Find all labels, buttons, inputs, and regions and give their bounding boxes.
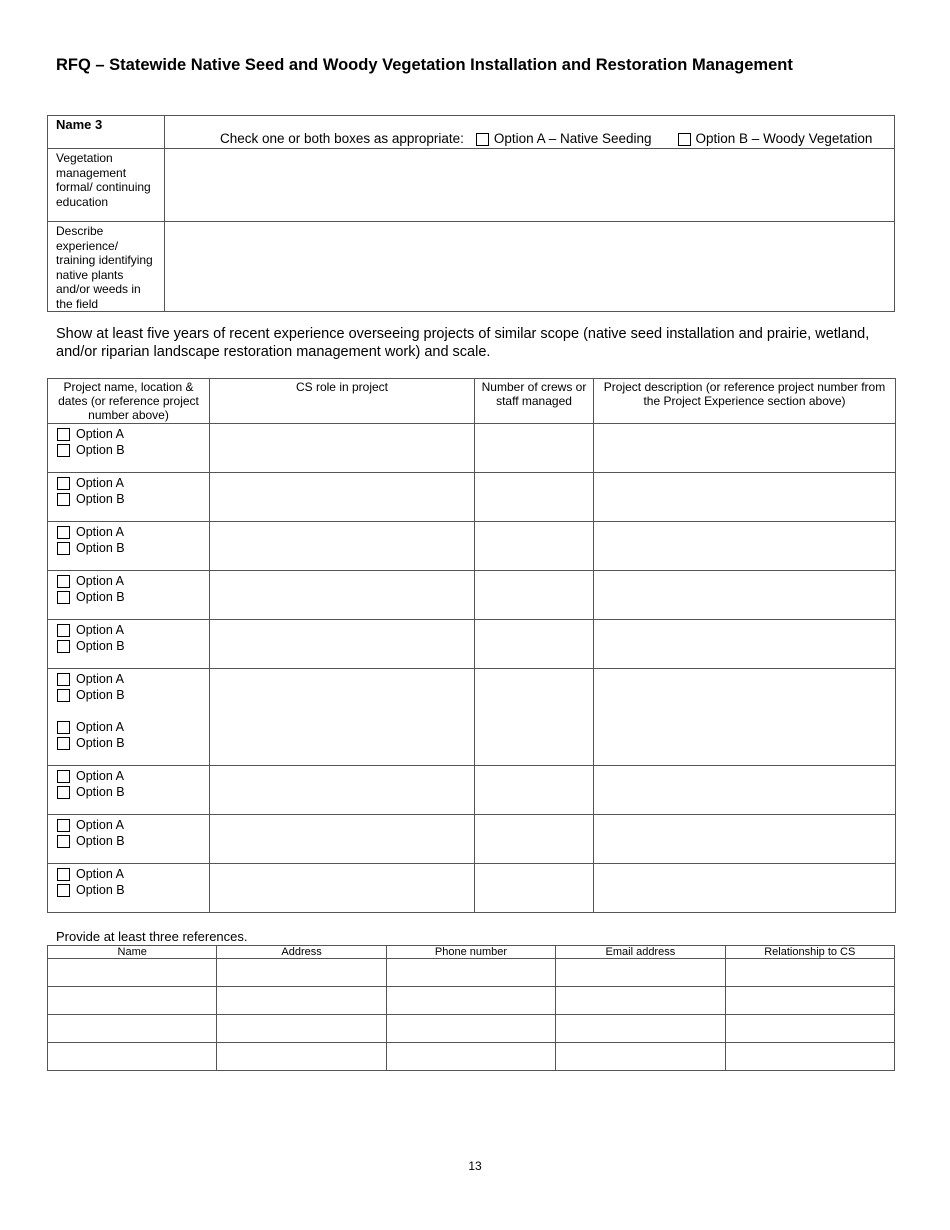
crews-field[interactable] — [475, 571, 594, 620]
option-a-checkbox[interactable] — [57, 770, 70, 783]
option-a-checkbox[interactable] — [57, 575, 70, 588]
ref-address-field[interactable] — [217, 1043, 386, 1071]
table-row — [48, 864, 896, 913]
option-b-label: Option B — [76, 688, 125, 702]
option-a-checkbox[interactable] — [57, 819, 70, 832]
table-row — [48, 424, 896, 473]
option-b-checkbox[interactable] — [678, 133, 691, 146]
crews-field[interactable] — [475, 473, 594, 522]
ref-email-field[interactable] — [556, 959, 725, 987]
option-b-checkbox[interactable] — [57, 542, 70, 555]
project-option-cell — [48, 424, 210, 473]
option-a-checkbox[interactable] — [476, 133, 489, 146]
ref-phone-field[interactable] — [386, 987, 555, 1015]
training-label: Describe experience/ training identifying native plants and/or weeds in the field — [48, 222, 165, 312]
table-row — [48, 571, 896, 620]
table-row — [48, 815, 896, 864]
name-label-cell — [48, 116, 165, 149]
project-option-cell — [48, 815, 210, 864]
option-b-checkbox[interactable] — [57, 884, 70, 897]
education-label: Vegetation management formal/ continuing education — [48, 149, 165, 222]
description-field[interactable] — [594, 669, 896, 766]
references-body — [48, 959, 895, 1071]
cs-role-field[interactable] — [210, 424, 475, 473]
description-field[interactable] — [594, 424, 896, 473]
option-a-checkbox[interactable] — [57, 624, 70, 637]
cs-role-field[interactable] — [210, 766, 475, 815]
option-b-label: Option B – Woody Vegetation — [695, 131, 873, 146]
option-a-label: Option A — [76, 769, 124, 783]
training-row — [48, 222, 895, 312]
project-option-cell — [48, 864, 210, 913]
project-option-cell — [48, 473, 210, 522]
option-b-label: Option B — [76, 590, 125, 604]
col-crews: Number of crews or staff managed — [475, 379, 594, 424]
experience-body — [48, 424, 896, 913]
option-a-label: Option A — [76, 720, 124, 734]
references-header-row — [48, 946, 895, 959]
option-b-checkbox[interactable] — [57, 493, 70, 506]
ref-address-field[interactable] — [217, 959, 386, 987]
project-option-cell — [48, 571, 210, 620]
ref-phone-field[interactable] — [386, 1043, 555, 1071]
ref-col-name: Name — [48, 946, 217, 959]
ref-name-field[interactable] — [48, 959, 217, 987]
cs-role-field[interactable] — [210, 522, 475, 571]
option-b-label: Option B — [76, 736, 125, 750]
option-a-checkbox[interactable] — [57, 477, 70, 490]
col-cs-role: CS role in project — [210, 379, 475, 424]
ref-col-address: Address — [217, 946, 386, 959]
option-b-checkbox[interactable] — [57, 737, 70, 750]
experience-intro: Show at least five years of recent experience overseeing projects of similar scope (native seed installation and prairie, wetland, and/or riparian landscape restoration management work) and scale. — [56, 326, 870, 360]
check-prompt: Check one or both boxes as appropriate: — [220, 131, 464, 146]
cs-role-field[interactable] — [210, 815, 475, 864]
table-row — [48, 473, 896, 522]
table-row — [48, 620, 896, 669]
option-b-checkbox[interactable] — [57, 835, 70, 848]
crews-field[interactable] — [475, 815, 594, 864]
option-b-label: Option B — [76, 834, 125, 848]
option-b-label: Option B — [76, 443, 125, 457]
ref-phone-field[interactable] — [386, 959, 555, 987]
option-b-label: Option B — [76, 541, 125, 555]
description-field[interactable] — [594, 815, 896, 864]
cs-role-field[interactable] — [210, 864, 475, 913]
option-a-label: Option A — [76, 818, 124, 832]
option-b-label: Option B — [76, 785, 125, 799]
ref-col-relationship: Relationship to CS — [725, 946, 894, 959]
ref-name-field[interactable] — [48, 1015, 217, 1043]
option-check-cell — [165, 116, 895, 149]
page-number: 13 — [468, 1159, 482, 1173]
project-option-cell — [48, 669, 210, 766]
ref-relationship-field[interactable] — [725, 987, 894, 1015]
education-field[interactable] — [165, 149, 895, 222]
ref-address-field[interactable] — [217, 1015, 386, 1043]
name-header-row — [48, 116, 895, 149]
cs-role-field[interactable] — [210, 473, 475, 522]
option-a-label: Option A — [76, 672, 124, 686]
ref-name-field[interactable] — [48, 987, 217, 1015]
description-field[interactable] — [594, 620, 896, 669]
ref-address-field[interactable] — [217, 987, 386, 1015]
crews-field[interactable] — [475, 424, 594, 473]
crews-field[interactable] — [475, 620, 594, 669]
table-row — [48, 766, 896, 815]
table-row — [48, 1015, 895, 1043]
ref-col-email: Email address — [556, 946, 725, 959]
col-description: Project description (or reference project number from the Project Experience section above) — [594, 379, 896, 424]
description-field[interactable] — [594, 522, 896, 571]
table-row — [48, 1043, 895, 1071]
experience-header-row — [48, 379, 896, 424]
project-option-cell — [48, 620, 210, 669]
option-a-label: Option A – Native Seeding — [493, 131, 652, 146]
name-label: Name 3 — [56, 117, 103, 132]
ref-col-phone: Phone number — [386, 946, 555, 959]
table-row — [48, 959, 895, 987]
experience-table — [47, 378, 896, 913]
description-field[interactable] — [594, 473, 896, 522]
option-a-checkbox[interactable] — [57, 673, 70, 686]
crews-field[interactable] — [475, 669, 594, 766]
ref-relationship-field[interactable] — [725, 1015, 894, 1043]
option-b-checkbox[interactable] — [57, 444, 70, 457]
table-row — [48, 987, 895, 1015]
option-b-label: Option B — [76, 492, 125, 506]
option-a-checkbox[interactable] — [57, 868, 70, 881]
option-b-label: Option B — [76, 639, 125, 653]
option-b-checkbox[interactable] — [57, 640, 70, 653]
ref-phone-field[interactable] — [386, 1015, 555, 1043]
name-table — [47, 115, 895, 312]
option-b-label: Option B — [76, 883, 125, 897]
ref-email-field[interactable] — [556, 987, 725, 1015]
page-title: RFQ – Statewide Native Seed and Woody Vegetation Installation and Restoration Management — [56, 56, 793, 74]
ref-email-field[interactable] — [556, 1043, 725, 1071]
description-field[interactable] — [594, 571, 896, 620]
col-project-name: Project name, location & dates (or reference project number above) — [48, 379, 210, 424]
crews-field[interactable] — [475, 864, 594, 913]
option-b-checkbox[interactable] — [57, 689, 70, 702]
description-field[interactable] — [594, 864, 896, 913]
description-field[interactable] — [594, 766, 896, 815]
table-row — [48, 522, 896, 571]
project-option-cell — [48, 766, 210, 815]
project-option-cell — [48, 522, 210, 571]
cs-role-field[interactable] — [210, 620, 475, 669]
option-a-label: Option A — [76, 525, 124, 539]
ref-relationship-field[interactable] — [725, 959, 894, 987]
crews-field[interactable] — [475, 766, 594, 815]
option-a-label: Option A — [76, 476, 124, 490]
option-a-label: Option A — [76, 623, 124, 637]
references-prompt: Provide at least three references. — [56, 929, 248, 944]
option-a-label: Option A — [76, 574, 124, 588]
ref-email-field[interactable] — [556, 1015, 725, 1043]
ref-relationship-field[interactable] — [725, 1043, 894, 1071]
education-row — [48, 149, 895, 222]
option-a-checkbox[interactable] — [57, 428, 70, 441]
references-table — [47, 945, 895, 1071]
cs-role-field[interactable] — [210, 571, 475, 620]
option-a-checkbox[interactable] — [57, 526, 70, 539]
option-b-checkbox[interactable] — [57, 591, 70, 604]
option-a-label: Option A — [76, 427, 124, 441]
option-a-checkbox[interactable] — [57, 721, 70, 734]
cs-role-field[interactable] — [210, 669, 475, 766]
training-field[interactable] — [165, 222, 895, 312]
table-row — [48, 669, 896, 766]
crews-field[interactable] — [475, 522, 594, 571]
ref-name-field[interactable] — [48, 1043, 217, 1071]
option-a-label: Option A — [76, 867, 124, 881]
option-b-checkbox[interactable] — [57, 786, 70, 799]
option-check-row — [220, 132, 872, 147]
